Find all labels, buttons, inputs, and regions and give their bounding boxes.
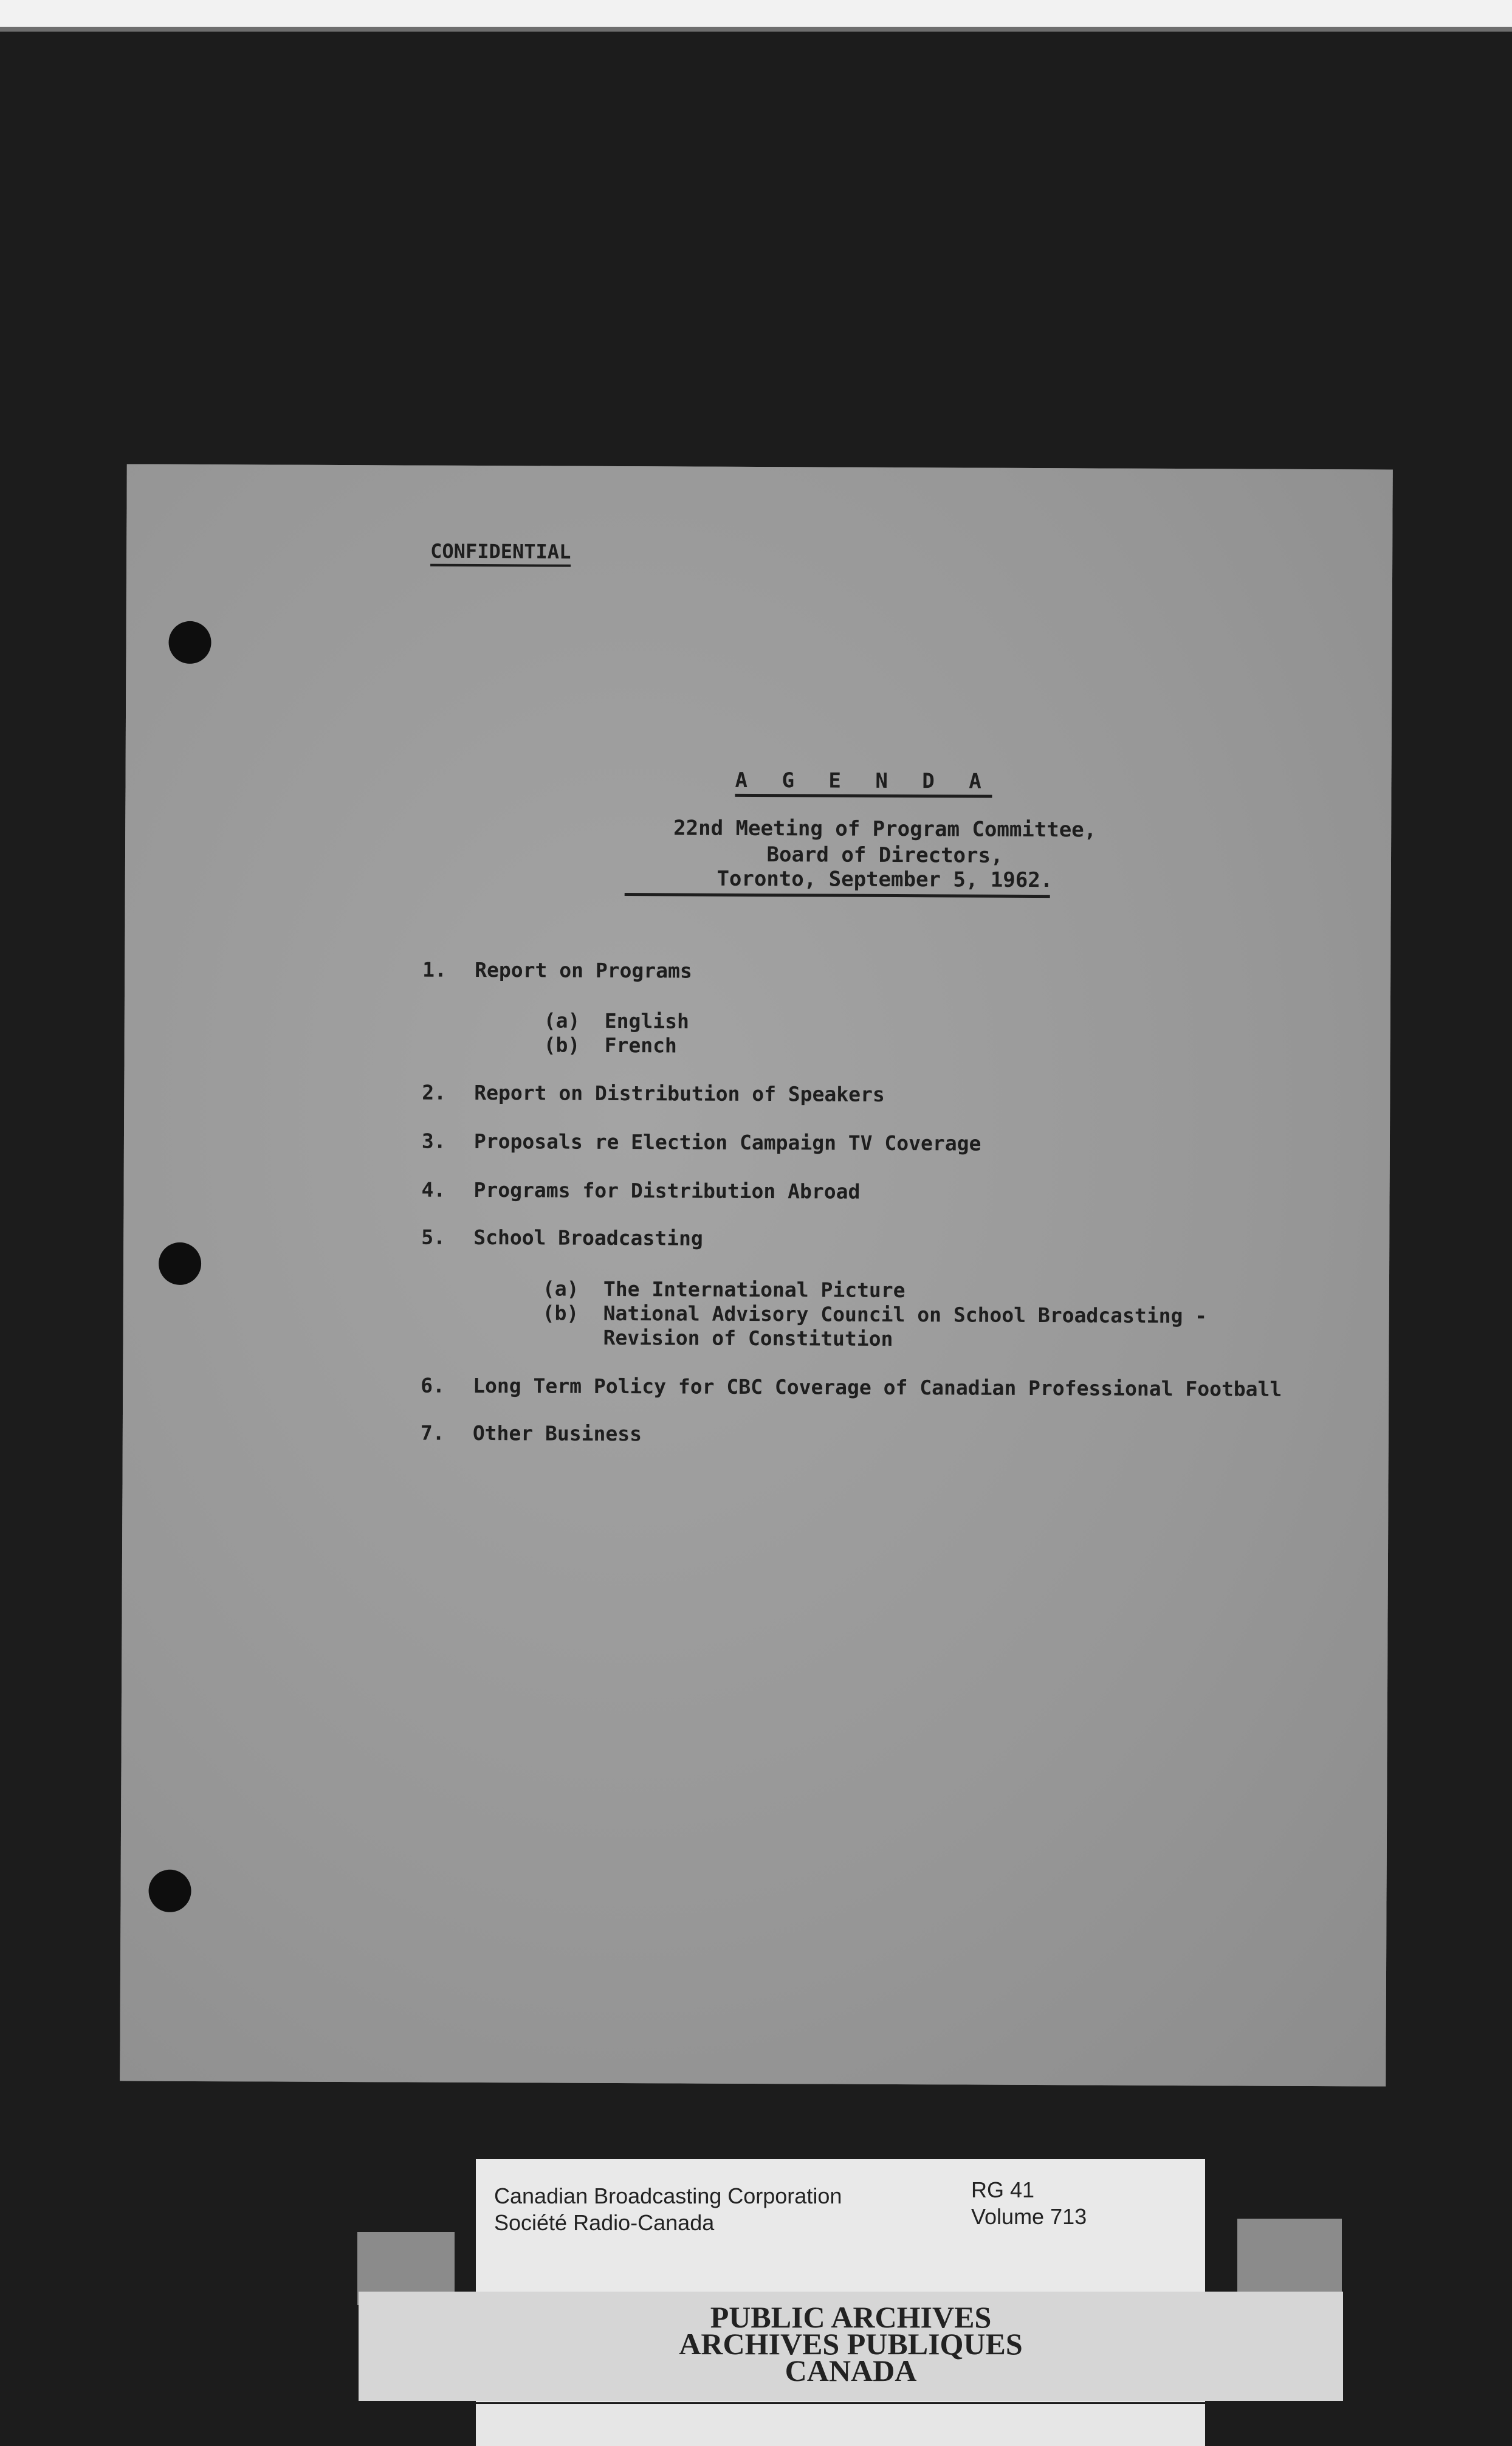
agenda-item-6 xyxy=(421,1374,1282,1401)
agenda-item-7 xyxy=(421,1421,642,1446)
punch-hole-middle xyxy=(159,1242,201,1285)
banner-line-2: ARCHIVES PUBLIQUES xyxy=(679,2327,1023,2361)
item-number: 5. xyxy=(421,1225,446,1249)
agenda-item-4 xyxy=(422,1178,861,1204)
item-number: 2. xyxy=(422,1080,447,1104)
agenda-subitem-5b-cont xyxy=(542,1325,893,1351)
subitem-letter: (b) xyxy=(542,1301,579,1325)
meeting-underline xyxy=(625,893,1050,898)
item-text: Other Business xyxy=(472,1421,642,1446)
item-text: Report on Programs xyxy=(475,957,692,983)
item-number: 3. xyxy=(421,1129,446,1153)
archive-record-group: RG 41 xyxy=(971,2177,1035,2202)
subitem-text: Revision of Constitution xyxy=(603,1325,893,1351)
meeting-line-1: 22nd Meeting of Program Committee, xyxy=(673,816,1097,842)
item-number: 7. xyxy=(420,1421,445,1445)
archive-volume: Volume 713 xyxy=(971,2204,1087,2229)
banner-line-3: CANADA xyxy=(785,2354,917,2388)
banner-line-1: PUBLIC ARCHIVES xyxy=(710,2300,992,2334)
item-text: Proposals re Election Campaign TV Coverage xyxy=(473,1129,981,1156)
agenda-item-1 xyxy=(422,958,692,983)
subitem-text: National Advisory Council on School Broadcasting - xyxy=(603,1301,1208,1328)
meeting-line-3: Toronto, September 5, 1962. xyxy=(716,866,1053,893)
item-text: Programs for Distribution Abroad xyxy=(473,1177,861,1204)
item-text: School Broadcasting xyxy=(473,1225,703,1250)
subitem-letter: (b) xyxy=(543,1033,580,1057)
agenda-item-3 xyxy=(422,1129,981,1156)
subitem-letter: (a) xyxy=(543,1008,580,1033)
archive-org-fr: Société Radio-Canada xyxy=(494,2210,715,2235)
label-bottom-strip xyxy=(476,2404,1205,2446)
film-top-edge xyxy=(0,27,1512,32)
agenda-item-5 xyxy=(421,1225,703,1250)
agenda-subitem-1a xyxy=(544,1008,689,1033)
item-number: 6. xyxy=(421,1373,445,1397)
subitem-text: French xyxy=(604,1033,677,1058)
subitem-text: The International Picture xyxy=(603,1276,905,1303)
agenda-item-2 xyxy=(422,1081,885,1106)
item-number: 4. xyxy=(421,1177,446,1202)
film-top-strip xyxy=(0,0,1512,29)
item-text: Report on Distribution of Speakers xyxy=(474,1080,885,1106)
document-page xyxy=(120,464,1393,2086)
meeting-line-2: Board of Directors, xyxy=(766,842,1003,868)
agenda-title: A G E N D A xyxy=(735,768,992,798)
confidential-stamp: CONFIDENTIAL xyxy=(430,540,571,567)
agenda-subitem-5a xyxy=(543,1276,905,1302)
subitem-text: English xyxy=(604,1008,689,1033)
punch-hole-top xyxy=(168,621,211,664)
punch-hole-bottom xyxy=(148,1870,191,1912)
item-text: Long Term Policy for CBC Coverage of Canadian Professional Football xyxy=(473,1373,1282,1401)
item-number: 1. xyxy=(422,957,447,982)
label-right-tab xyxy=(1237,2219,1342,2298)
archive-banner xyxy=(359,2292,1343,2401)
subitem-letter: (a) xyxy=(542,1276,579,1301)
archive-org-en: Canadian Broadcasting Corporation xyxy=(494,2183,842,2208)
agenda-subitem-5b xyxy=(543,1301,1208,1328)
agenda-subitem-1b xyxy=(544,1033,677,1057)
